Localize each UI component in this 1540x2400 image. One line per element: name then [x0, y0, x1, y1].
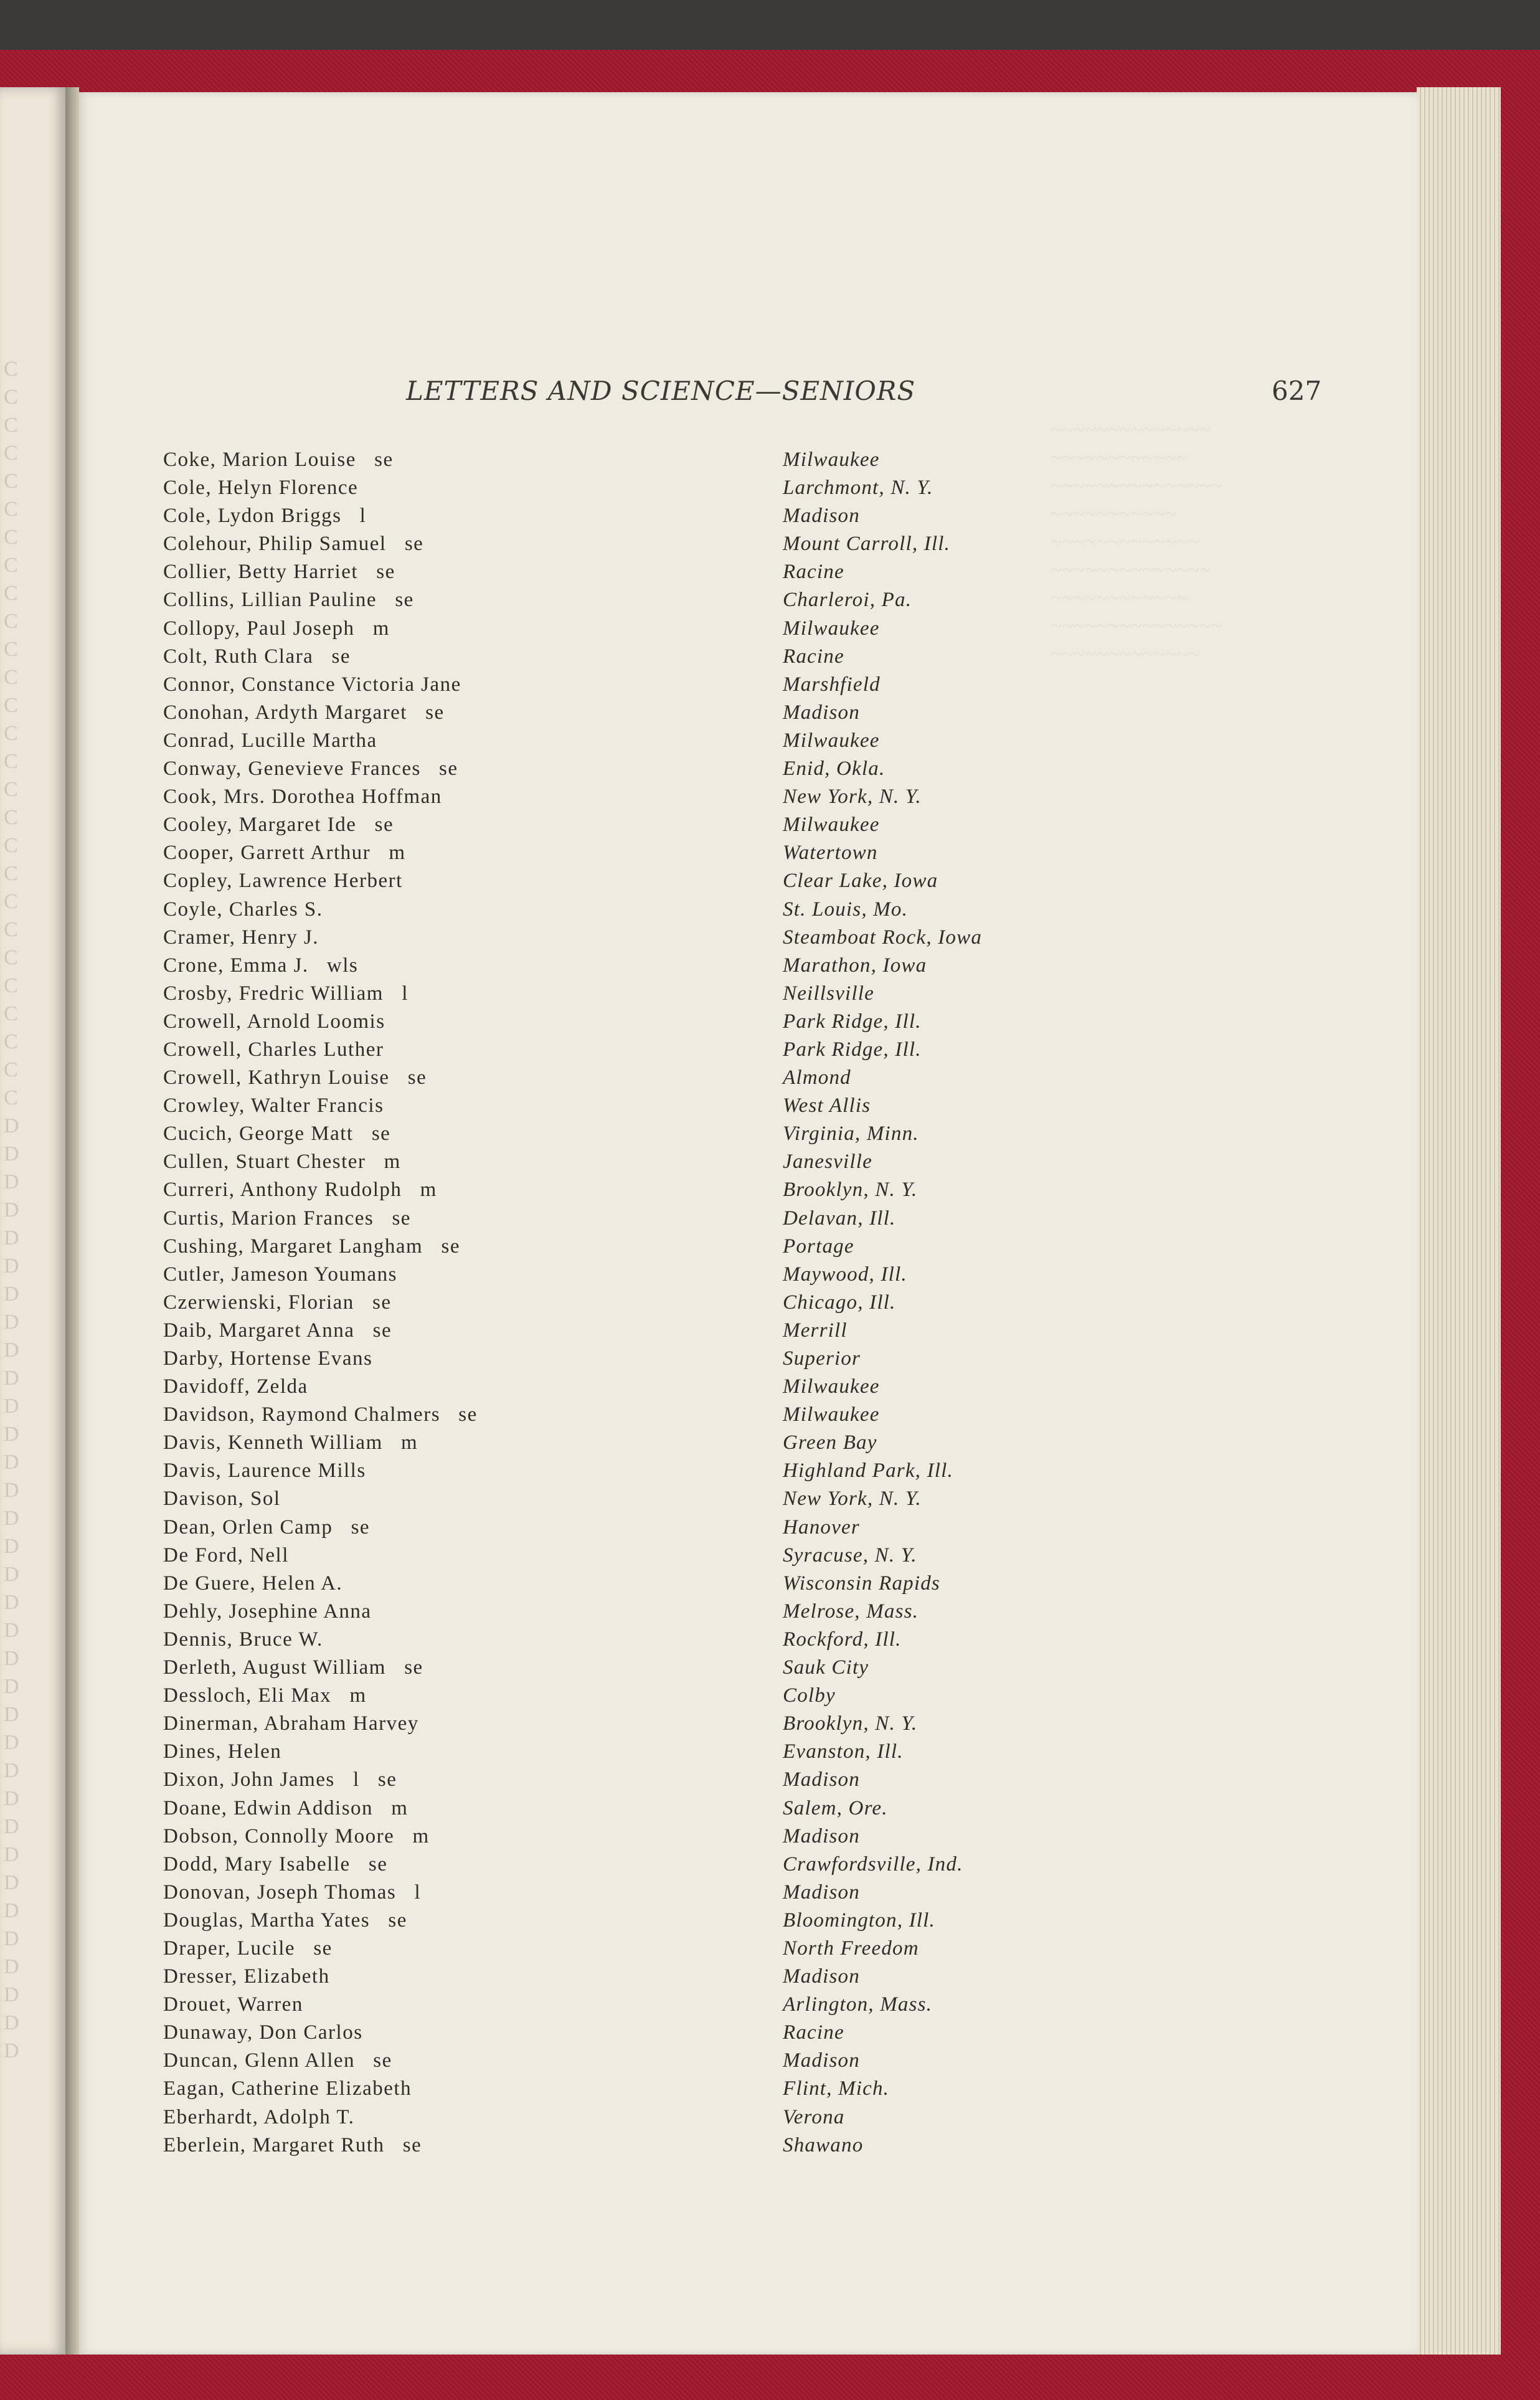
entry-name: Dresser, Elizabeth [163, 1965, 330, 1988]
entry-hometown: Charleroi, Pa. [783, 589, 912, 612]
list-item [163, 1459, 1085, 1487]
list-item [163, 1122, 1085, 1150]
list-item [163, 1740, 1085, 1768]
entry-name: Doane, Edwin Addison m [163, 1796, 409, 1819]
entry-name: Davidson, Raymond Chalmers se [163, 1403, 478, 1426]
entry-hometown: Marathon, Iowa [783, 954, 927, 977]
entry-name: Cole, Lydon Briggs l [163, 505, 367, 528]
entry-hometown: Arlington, Mass. [783, 1993, 933, 2016]
entry-hometown: Chicago, Ill. [783, 1291, 896, 1314]
entry-hometown: Shawano [783, 2133, 864, 2156]
entry-name: Davis, Laurence Mills [163, 1459, 366, 1482]
entry-name: Crowell, Kathryn Louise se [163, 1066, 427, 1089]
entry-hometown: Portage [783, 1235, 854, 1258]
entry-hometown: Bloomington, Ill. [783, 1909, 935, 1932]
book-gutter [65, 87, 79, 2355]
entry-name: Conway, Genevieve Frances se [163, 757, 458, 780]
entry-name: Cramer, Henry J. [163, 926, 319, 949]
entry-name: Conrad, Lucille Martha [163, 729, 377, 752]
list-item [163, 1853, 1085, 1881]
list-item [163, 982, 1085, 1010]
entry-hometown: Clear Lake, Iowa [783, 870, 938, 893]
entry-hometown: Wisconsin Rapids [783, 1572, 940, 1595]
list-item [163, 1516, 1085, 1544]
entry-hometown: Virginia, Minn. [783, 1122, 919, 1145]
entry-hometown: Brooklyn, N. Y. [783, 1712, 918, 1735]
list-item [163, 1235, 1085, 1263]
entry-hometown: Salem, Ore. [783, 1796, 888, 1819]
entry-hometown: Racine [783, 645, 844, 668]
entry-hometown: Rockford, Ill. [783, 1628, 902, 1651]
entry-name: Davison, Sol [163, 1487, 281, 1511]
list-item [163, 1207, 1085, 1235]
entry-name: Conohan, Ardyth Margaret se [163, 701, 445, 724]
entry-name: Dessloch, Eli Max m [163, 1684, 367, 1707]
list-item [163, 1263, 1085, 1291]
list-item [163, 1375, 1085, 1403]
page-number: 627 [1272, 376, 1322, 406]
entry-name: Collopy, Paul Joseph m [163, 617, 390, 640]
entry-name: Crowell, Arnold Loomis [163, 1010, 385, 1033]
entry-name: Dines, Helen [163, 1740, 282, 1763]
list-item [163, 1403, 1085, 1431]
list-item [163, 870, 1085, 898]
entry-name: Cullen, Stuart Chester m [163, 1150, 401, 1174]
list-item [163, 1600, 1085, 1628]
list-item [163, 1881, 1085, 1909]
entry-hometown: Verona [783, 2105, 845, 2128]
list-item [163, 813, 1085, 842]
list-item [163, 673, 1085, 701]
entry-hometown: Janesville [783, 1150, 872, 1174]
list-item [163, 1179, 1085, 1207]
list-item [163, 1797, 1085, 1825]
entry-hometown: Milwaukee [783, 1403, 880, 1426]
entry-hometown: Madison [783, 701, 860, 724]
entry-name: Derleth, August William se [163, 1656, 423, 1679]
entry-name: Cooper, Garrett Arthur m [163, 842, 406, 865]
directory-list [163, 448, 1085, 2162]
list-item [163, 1066, 1085, 1094]
entry-name: Daib, Margaret Anna se [163, 1319, 392, 1342]
list-item [163, 505, 1085, 533]
bleed-through-text: ~~~~~~~~~~~~~~ ~~~~~~~~~~~~ ~~~~~~~~~~~~~~~ ~~~~~~~~~~~ ~~~~~~~~~~~~~ ~~~~~~~~~~~~~~ ~~~~~~~~~~~~ ~~~~~~~~~~~~~~~ ~~~~~~~~~~~~~ [1051, 419, 1222, 666]
entry-hometown: Larchmont, N. Y. [783, 477, 933, 500]
list-item [163, 2021, 1085, 2049]
entry-hometown: Colby [783, 1684, 836, 1707]
entry-hometown: Milwaukee [783, 813, 880, 837]
entry-hometown: Syracuse, N. Y. [783, 1544, 917, 1567]
entry-name: Eberhardt, Adolph T. [163, 2105, 355, 2128]
entry-name: Curreri, Anthony Rudolph m [163, 1179, 437, 1202]
entry-hometown: Green Bay [783, 1431, 877, 1454]
list-item [163, 448, 1085, 477]
list-item [163, 898, 1085, 926]
list-item [163, 561, 1085, 589]
entry-name: Dodd, Mary Isabelle se [163, 1852, 388, 1876]
entry-name: Czerwienski, Florian se [163, 1291, 392, 1314]
list-item [163, 1965, 1085, 1993]
entry-name: Coke, Marion Louise se [163, 448, 394, 471]
entry-name: Duncan, Glenn Allen se [163, 2049, 392, 2072]
list-item [163, 1684, 1085, 1712]
entry-hometown: North Freedom [783, 1937, 919, 1960]
entry-hometown: Madison [783, 1824, 860, 1847]
list-item [163, 1993, 1085, 2021]
entry-name: De Guere, Helen A. [163, 1572, 343, 1595]
entry-hometown: Melrose, Mass. [783, 1600, 919, 1623]
entry-name: Draper, Lucile se [163, 1937, 333, 1960]
list-item [163, 1572, 1085, 1600]
list-item [163, 1909, 1085, 1937]
entry-name: Cushing, Margaret Langham se [163, 1235, 460, 1258]
entry-name: Cucich, George Matt se [163, 1122, 391, 1145]
entry-name: Darby, Hortense Evans [163, 1347, 373, 1370]
list-item [163, 785, 1085, 813]
left-page-edge [0, 87, 65, 2355]
list-item [163, 1712, 1085, 1740]
entry-hometown: Highland Park, Ill. [783, 1459, 953, 1482]
entry-hometown: Almond [783, 1066, 851, 1089]
list-item [163, 533, 1085, 561]
list-item [163, 1010, 1085, 1038]
entry-hometown: Racine [783, 561, 844, 584]
entry-name: Curtis, Marion Frances se [163, 1207, 411, 1230]
running-head: LETTERS AND SCIENCE—SENIORS [406, 376, 916, 406]
list-item [163, 1038, 1085, 1066]
bleed-through-text: C C C C C C C C C C C C C C C C C C C C C C C C C C C D D D D D D D D D D D D D D D D D D D D D D D D D D D D D D D D D D [4, 358, 19, 2062]
entry-name: Crowley, Walter Francis [163, 1094, 384, 1117]
list-item [163, 617, 1085, 645]
list-item [163, 757, 1085, 785]
entry-hometown: Madison [783, 1881, 860, 1904]
entry-hometown: Mount Carroll, Ill. [783, 533, 951, 556]
entry-name: Coyle, Charles S. [163, 898, 323, 921]
entry-hometown: Milwaukee [783, 729, 880, 752]
entry-name: Dixon, John James l se [163, 1768, 397, 1791]
entry-hometown: New York, N. Y. [783, 1487, 922, 1511]
entry-name: Eberlein, Margaret Ruth se [163, 2133, 422, 2156]
entry-name: Crone, Emma J. wls [163, 954, 359, 977]
entry-name: Davidoff, Zelda [163, 1375, 308, 1398]
entry-name: Dean, Orlen Camp se [163, 1515, 371, 1539]
entry-hometown: Merrill [783, 1319, 848, 1342]
entry-hometown: Maywood, Ill. [783, 1263, 907, 1286]
entry-hometown: Milwaukee [783, 448, 880, 471]
entry-hometown: Crawfordsville, Ind. [783, 1852, 963, 1876]
entry-hometown: Hanover [783, 1515, 860, 1539]
entry-hometown: Neillsville [783, 982, 875, 1005]
list-item [163, 1431, 1085, 1459]
entry-hometown: Flint, Mich. [783, 2077, 890, 2100]
entry-name: Dunaway, Don Carlos [163, 2021, 363, 2044]
entry-name: Douglas, Martha Yates se [163, 1909, 407, 1932]
entry-name: Donovan, Joseph Thomas l [163, 1881, 422, 1904]
entry-hometown: Racine [783, 2021, 844, 2044]
page-stack-edge [1417, 87, 1501, 2355]
list-item [163, 1768, 1085, 1796]
entry-hometown: Sauk City [783, 1656, 869, 1679]
entry-name: Colt, Ruth Clara se [163, 645, 351, 668]
entry-name: Eagan, Catherine Elizabeth [163, 2077, 412, 2100]
list-item [163, 954, 1085, 982]
list-item [163, 2106, 1085, 2134]
list-item [163, 1937, 1085, 1965]
list-item [163, 2077, 1085, 2105]
list-item [163, 1150, 1085, 1179]
list-item [163, 2134, 1085, 2162]
list-item [163, 1487, 1085, 1515]
entry-hometown: Steamboat Rock, Iowa [783, 926, 983, 949]
entry-name: Dehly, Josephine Anna [163, 1600, 372, 1623]
list-item [163, 1319, 1085, 1347]
entry-name: Crowell, Charles Luther [163, 1038, 384, 1061]
entry-name: Drouet, Warren [163, 1993, 303, 2016]
entry-hometown: Brooklyn, N. Y. [783, 1179, 918, 1202]
entry-hometown: Delavan, Ill. [783, 1207, 896, 1230]
entry-hometown: Madison [783, 505, 860, 528]
entry-hometown: New York, N. Y. [783, 785, 922, 809]
list-item [163, 729, 1085, 757]
entry-hometown: Evanston, Ill. [783, 1740, 904, 1763]
list-item [163, 2049, 1085, 2077]
entry-name: Colehour, Philip Samuel se [163, 533, 424, 556]
entry-name: Cole, Helyn Florence [163, 477, 359, 500]
entry-hometown: Park Ridge, Ill. [783, 1038, 922, 1061]
entry-hometown: Watertown [783, 842, 878, 865]
list-item [163, 1656, 1085, 1684]
entry-hometown: Enid, Okla. [783, 757, 886, 780]
list-item [163, 477, 1085, 505]
list-item [163, 1094, 1085, 1122]
list-item [163, 701, 1085, 729]
list-item [163, 1628, 1085, 1656]
entry-name: Dobson, Connolly Moore m [163, 1824, 430, 1847]
entry-name: Dinerman, Abraham Harvey [163, 1712, 419, 1735]
entry-name: Crosby, Fredric William l [163, 982, 409, 1005]
entry-name: Collier, Betty Harriet se [163, 561, 395, 584]
entry-name: Copley, Lawrence Herbert [163, 870, 403, 893]
entry-hometown: St. Louis, Mo. [783, 898, 909, 921]
list-item [163, 1291, 1085, 1319]
entry-name: Cutler, Jameson Youmans [163, 1263, 398, 1286]
list-item [163, 1347, 1085, 1375]
list-item [163, 645, 1085, 673]
list-item [163, 1825, 1085, 1853]
entry-hometown: Madison [783, 1965, 860, 1988]
entry-name: De Ford, Nell [163, 1544, 289, 1567]
entry-hometown: Madison [783, 2049, 860, 2072]
entry-hometown: Park Ridge, Ill. [783, 1010, 922, 1033]
entry-hometown: West Allis [783, 1094, 871, 1117]
entry-hometown: Madison [783, 1768, 860, 1791]
list-item [163, 842, 1085, 870]
entry-name: Dennis, Bruce W. [163, 1628, 323, 1651]
entry-name: Cooley, Margaret Ide se [163, 813, 394, 837]
entry-hometown: Marshfield [783, 673, 881, 696]
list-item [163, 926, 1085, 954]
entry-name: Cook, Mrs. Dorothea Hoffman [163, 785, 442, 809]
entry-hometown: Milwaukee [783, 1375, 880, 1398]
entry-name: Connor, Constance Victoria Jane [163, 673, 461, 696]
entry-name: Collins, Lillian Pauline se [163, 589, 414, 612]
entry-hometown: Superior [783, 1347, 861, 1370]
entry-name: Davis, Kenneth William m [163, 1431, 418, 1454]
list-item [163, 1544, 1085, 1572]
entry-hometown: Milwaukee [783, 617, 880, 640]
book-page [79, 92, 1418, 2355]
list-item [163, 589, 1085, 617]
